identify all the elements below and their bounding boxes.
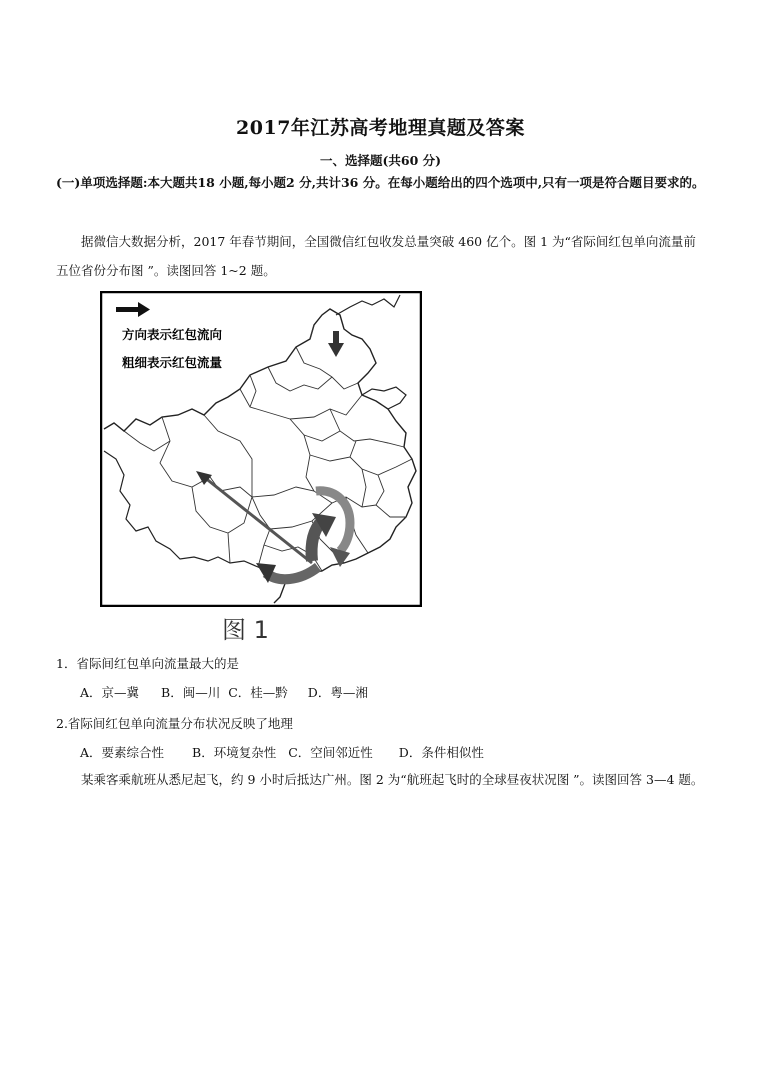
question-2-options xyxy=(80,743,484,761)
instruction-text: (一)单项选择题:本大题共18 小题,每小题2 分,共计36 分。在每小题给出的四个选项中,只有一项是符合题目要求的。 xyxy=(56,175,705,190)
figure-1-label: 图 1 xyxy=(222,616,269,644)
q2-option-c: C．空间邻近性 xyxy=(288,745,373,760)
section-heading: 一、选择题(共60 分) xyxy=(319,153,442,168)
intro-paragraph-2: 某乘客乘航班从悉尼起飞，约 9 小时后抵达广州。图 2 为“航班起飞时的全球昼夜状况图 ”。读图回答 3—4 题。 xyxy=(81,772,704,787)
legend-thickness-text: 粗细表示红包流量 xyxy=(122,355,223,370)
question-1-stem: 1．省际间红包单向流量最大的是 xyxy=(56,656,239,671)
question-2-stem: 2.省际间红包单向流量分布状况反映了地理 xyxy=(56,716,293,731)
legend-direction-text: 方向表示红包流向 xyxy=(122,327,223,342)
intro-paragraph: 据微信大数据分析，2017 年春节期间，全国微信红包收发总量突破 460 亿个。图 1 为“省际间红包单向流量前五位省份分布图 ”。读图回答 1~2 题。 xyxy=(56,234,696,278)
q1-option-c: C．桂—黔 xyxy=(228,685,288,700)
q1-option-d: D．粤—湘 xyxy=(307,685,368,700)
q2-option-a: A．要素综合性 xyxy=(80,745,165,760)
figure-1-map xyxy=(100,291,422,607)
q1-option-b: B．闽—川 xyxy=(161,685,221,700)
page-title: 2017年江苏高考地理真题及答案 xyxy=(236,117,525,139)
q2-option-d: D．条件相似性 xyxy=(398,745,484,760)
q2-option-b: B．环境复杂性 xyxy=(192,745,277,760)
q1-option-a: A．京—冀 xyxy=(80,685,140,700)
question-1-options xyxy=(80,683,368,701)
